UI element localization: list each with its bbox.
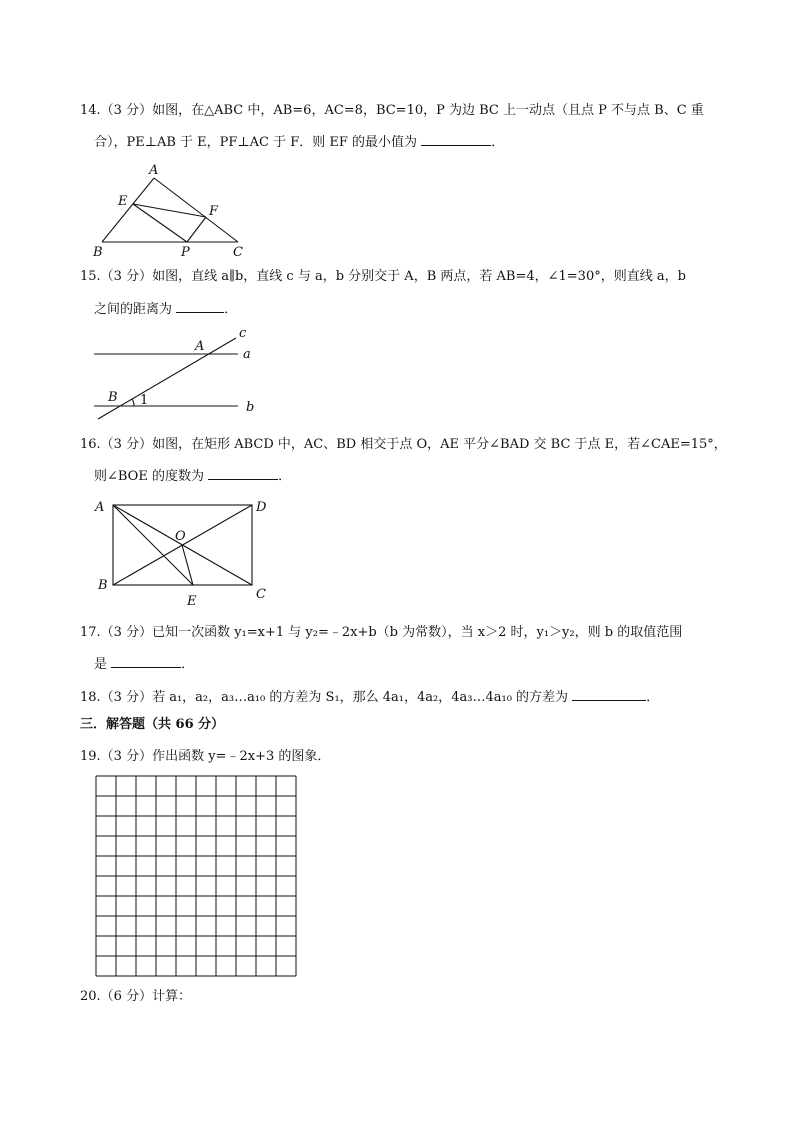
q14-label-B: B [93,245,103,260]
segment-FP [187,217,206,242]
q15-answer-blank[interactable] [176,300,224,313]
q14-line-1: 14.（3 分）如图，在△ABC 中，AB=6，AC=8，BC=10，P 为边 BC 上一动点（且点 P 不与点 B、C 重 [80,103,704,118]
segment-AE [113,505,193,585]
q17-end: ． [181,657,195,672]
q15-label-B: B [108,390,118,405]
q16-label-B: B [98,578,108,593]
q15-end: ． [224,302,238,317]
q20-line-1: 20.（6 分）计算： [80,989,192,1004]
rectangle-ABCD [113,505,252,585]
q15-parallel-lines-diagram [94,326,254,419]
q18-line-1 [80,688,659,707]
segment-OE [182,545,193,585]
q16-label-C: C [256,587,266,602]
q15-label-b: b [246,400,255,415]
q14-line-2 [94,133,504,152]
q16-line-2 [94,467,291,486]
line-c [98,338,236,419]
q16-line-1: 16.（3 分）如图，在矩形 ABCD 中，AC、BD 相交于点 O，AE 平分∠BAD 交 BC 于点 E，若∠CAE=15°， [80,437,727,452]
diagonal-AC [113,505,252,585]
q14-triangle-diagram [92,163,243,260]
q16-label-D: D [256,500,267,515]
q19-line-1: 19.（3 分）作出函数 y=﹣2x+3 的图象． [80,749,331,764]
segment-EF [133,204,206,217]
segment-AB [102,178,154,242]
segment-EP [133,204,187,242]
q16-answer-blank[interactable] [208,467,278,480]
q15-label-A: A [195,339,205,354]
q15-line-1: 15.（3 分）如图，直线 a∥b，直线 c 与 a，b 分别交于 A，B 两点，若 AB=4，∠1=30°，则直线 a，b [80,269,686,284]
q14-end: ． [491,135,505,150]
q14-answer-blank[interactable] [421,133,491,146]
q15-line-2 [94,300,237,319]
q17-answer-blank[interactable] [111,655,181,668]
q16-label-A: A [95,500,105,515]
q15-line-2-text: 之间的距离为 [94,302,173,317]
q18-line-1-text: 18.（3 分）若 a₁，a₂，a₃…a₁₀ 的方差为 S₁，那么 4a₁，4a₂，4a₃…4a₁₀ 的方差为 [80,690,569,705]
q16-label-E: E [187,594,197,609]
q18-end: ． [646,690,660,705]
q17-line-1: 17.（3 分）已知一次函数 y₁=x+1 与 y₂=﹣2x+b（b 为常数），当 x＞2 时，y₁＞y₂，则 b 的取值范围 [80,625,683,640]
q14-label-F: F [209,204,219,219]
section-3-heading: 三．解答题（共 66 分） [80,717,225,732]
q16-rectangle-diagram [94,500,267,609]
q15-label-a: a [243,347,251,362]
q14-label-E: E [118,194,128,209]
q14-label-C: C [233,245,243,260]
q17-line-2 [94,655,194,674]
q15-label-c: c [239,326,247,341]
segment-AC [154,178,238,242]
angle-1-arc [132,399,134,406]
q15-label-angle: 1 [140,393,149,408]
q17-line-2-text: 是 [94,657,108,672]
q19-answer-grid[interactable] [95,775,297,977]
q14-line-2-text: 合），PE⊥AB 于 E，PF⊥AC 于 F．则 EF 的最小值为 [94,135,418,150]
diagonal-BD [113,505,252,585]
q18-answer-blank[interactable] [572,688,646,701]
q16-label-O: O [175,529,186,544]
q16-line-2-text: 则∠BOE 的度数为 [94,469,204,484]
q16-end: ． [278,469,292,484]
q14-label-P: P [181,245,190,260]
q14-label-A: A [149,163,159,178]
